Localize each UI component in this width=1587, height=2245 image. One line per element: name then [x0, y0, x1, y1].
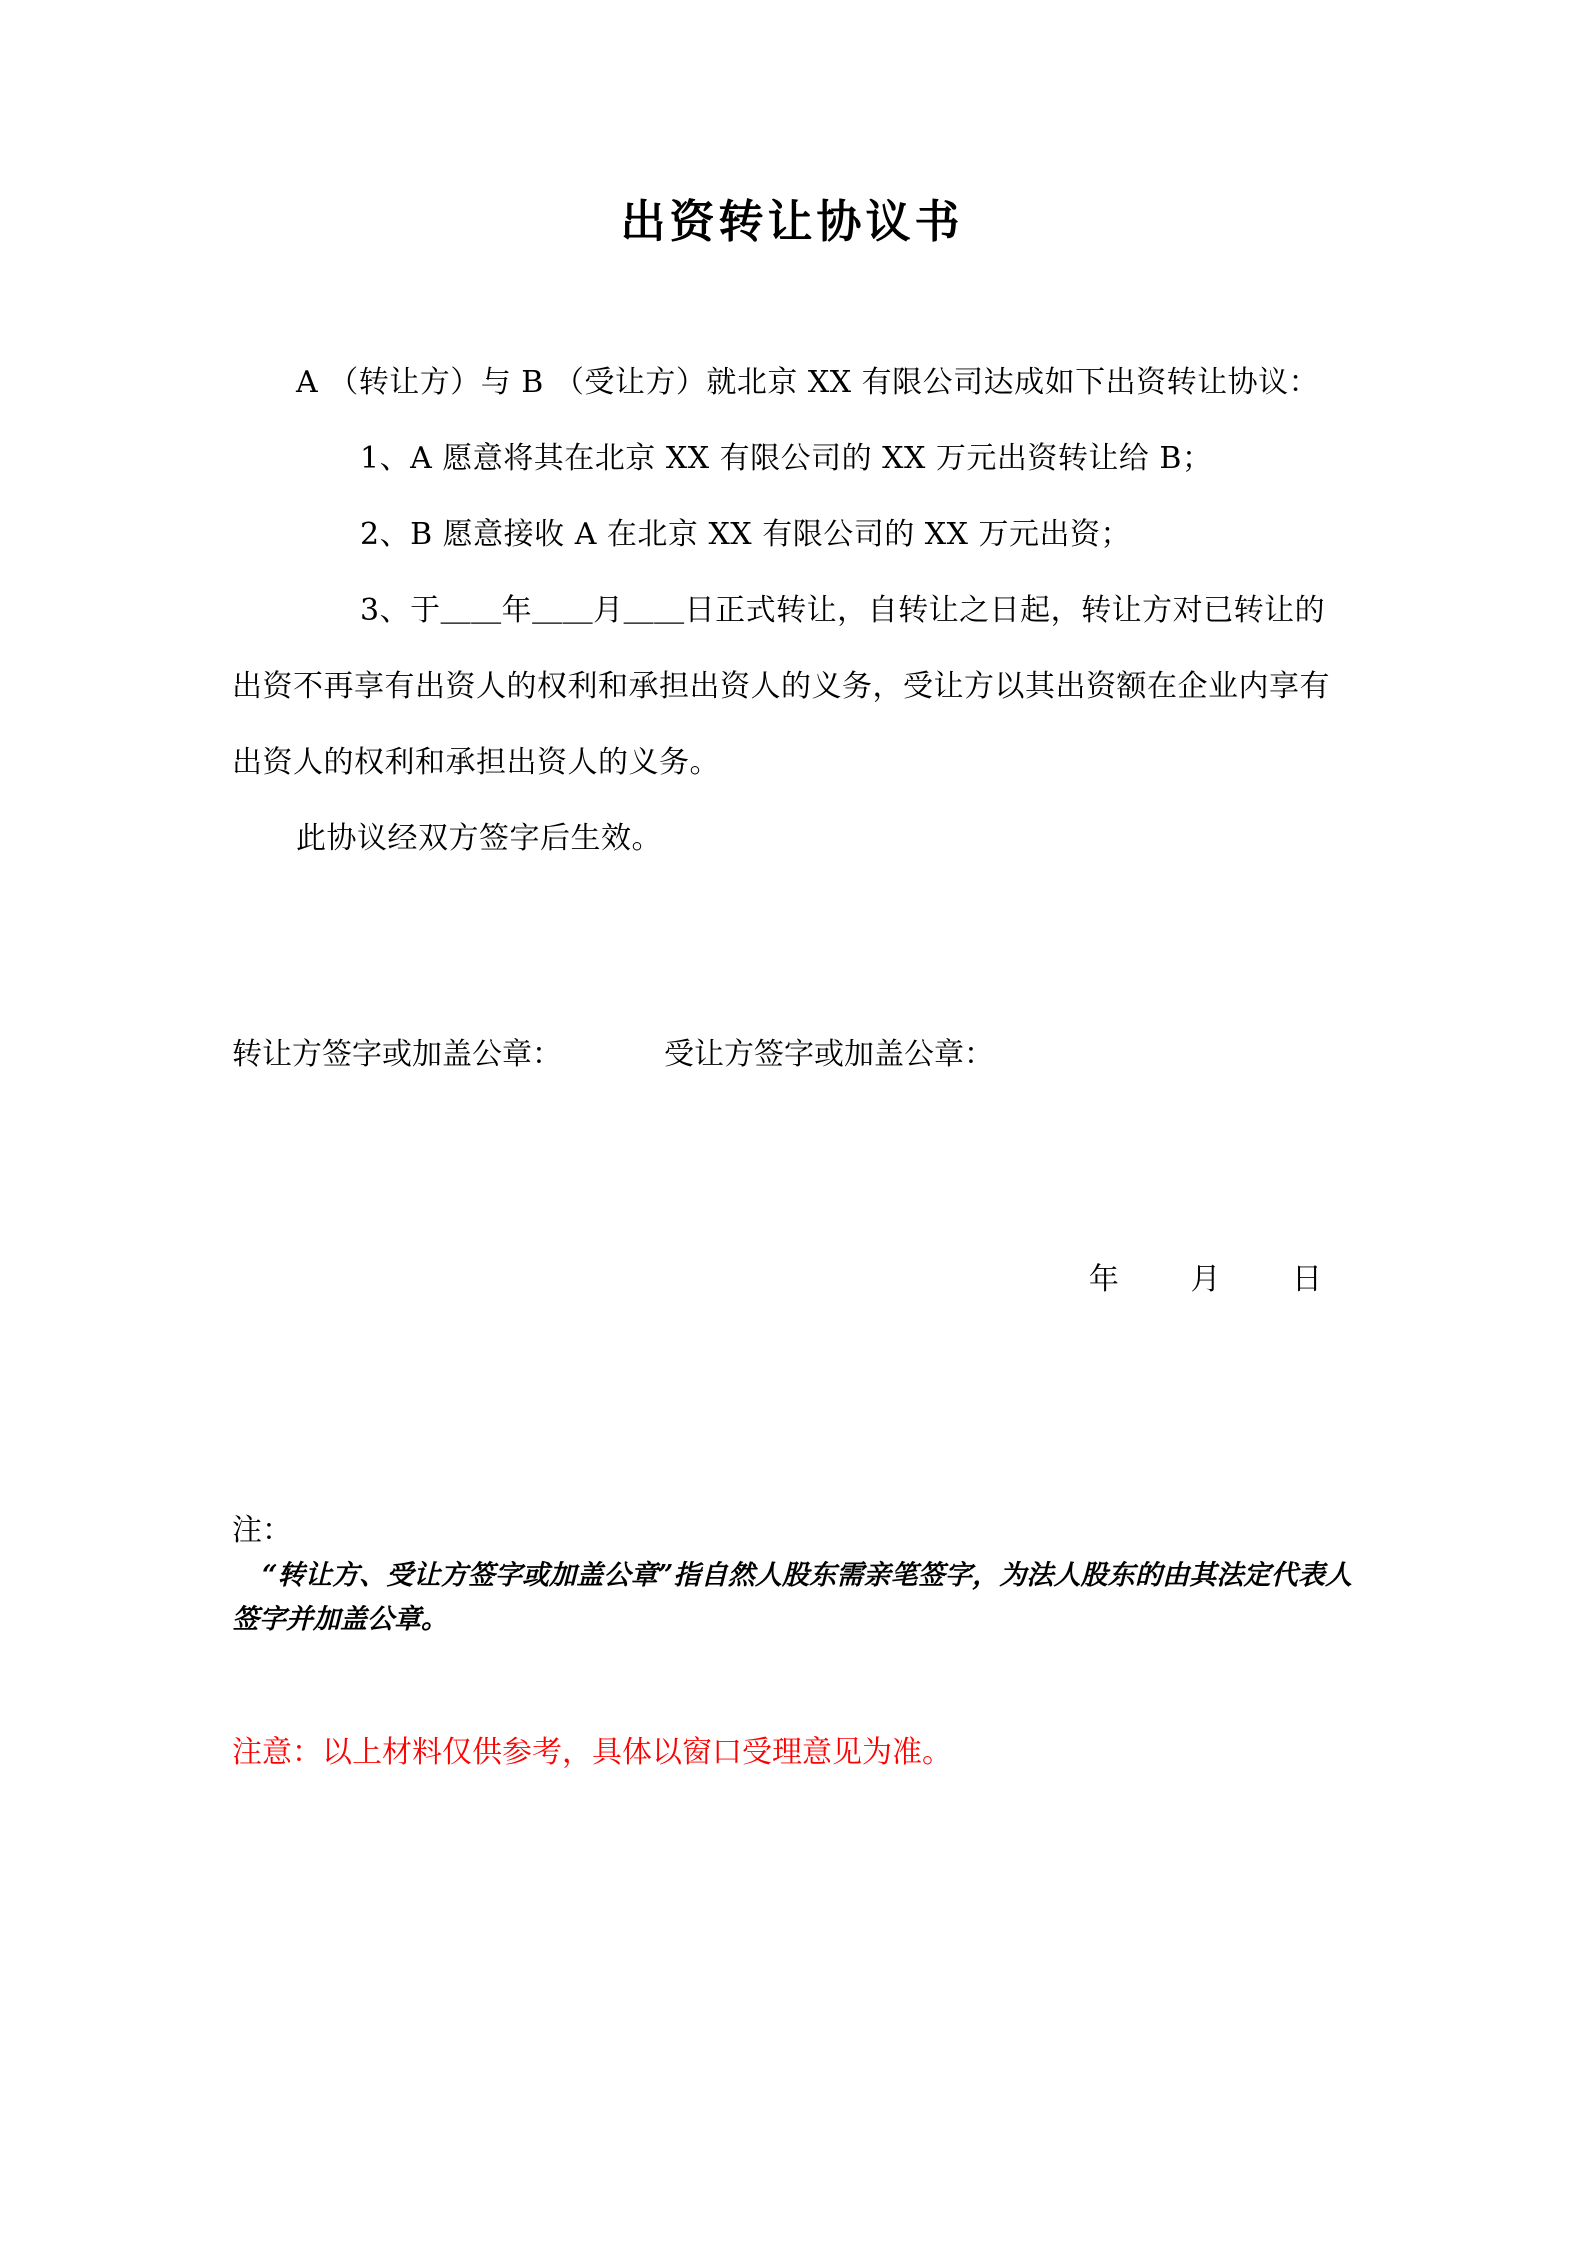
intro-paragraph: A （转让方）与 B （受让方）就北京 XX 有限公司达成如下出资转让协议：	[296, 365, 1320, 400]
transferor-signature-label: 转让方签字或加盖公章：	[232, 1037, 562, 1072]
agreement-body	[232, 345, 1352, 877]
clause-text-1: A 愿意将其在北京 XX 有限公司的 XX 万元出资转让给 B；	[410, 441, 1213, 476]
note-text: “转让方、受让方签字或加盖公章”指自然人股东需亲笔签字，为法人股东的由其法定代表人签字并加盖公章。	[232, 1560, 1352, 1635]
effective-paragraph: 此协议经双方签字后生效。	[296, 821, 662, 856]
clause-text-2: B 愿意接收 A 在北京 XX 有限公司的 XX 万元出资；	[410, 517, 1131, 552]
clause-item-3	[232, 573, 1352, 801]
signature-row	[232, 1029, 1352, 1079]
clause-number-1: 1、	[360, 441, 411, 476]
clause-number-3: 3、	[360, 593, 411, 628]
clause-item-1	[232, 421, 1352, 497]
note-block	[232, 1508, 1352, 1642]
date-day-label: 日	[1292, 1262, 1324, 1297]
document-content	[232, 0, 1352, 1776]
clause-item-2	[232, 497, 1352, 573]
page-title: 出资转让协议书	[620, 195, 964, 248]
transferee-signature-label: 受让方签字或加盖公章：	[664, 1037, 994, 1072]
note-label: 注：	[232, 1513, 292, 1548]
date-line	[232, 1254, 1352, 1298]
date-year-label: 年	[1088, 1262, 1121, 1297]
clause-text-3: 于＿＿年＿＿月＿＿日正式转让，自转让之日起，转让方对已转让的出资不再享有出资人的权利和承担出资人的义务，受让方以其出资额在企业内享有出资人的权利和承担出资人的义务。	[232, 593, 1330, 780]
clause-number-2: 2、	[360, 517, 411, 552]
warning-text: 注意：以上材料仅供参考，具体以窗口受理意见为准。	[232, 1735, 952, 1770]
date-month-label: 月	[1190, 1262, 1223, 1297]
